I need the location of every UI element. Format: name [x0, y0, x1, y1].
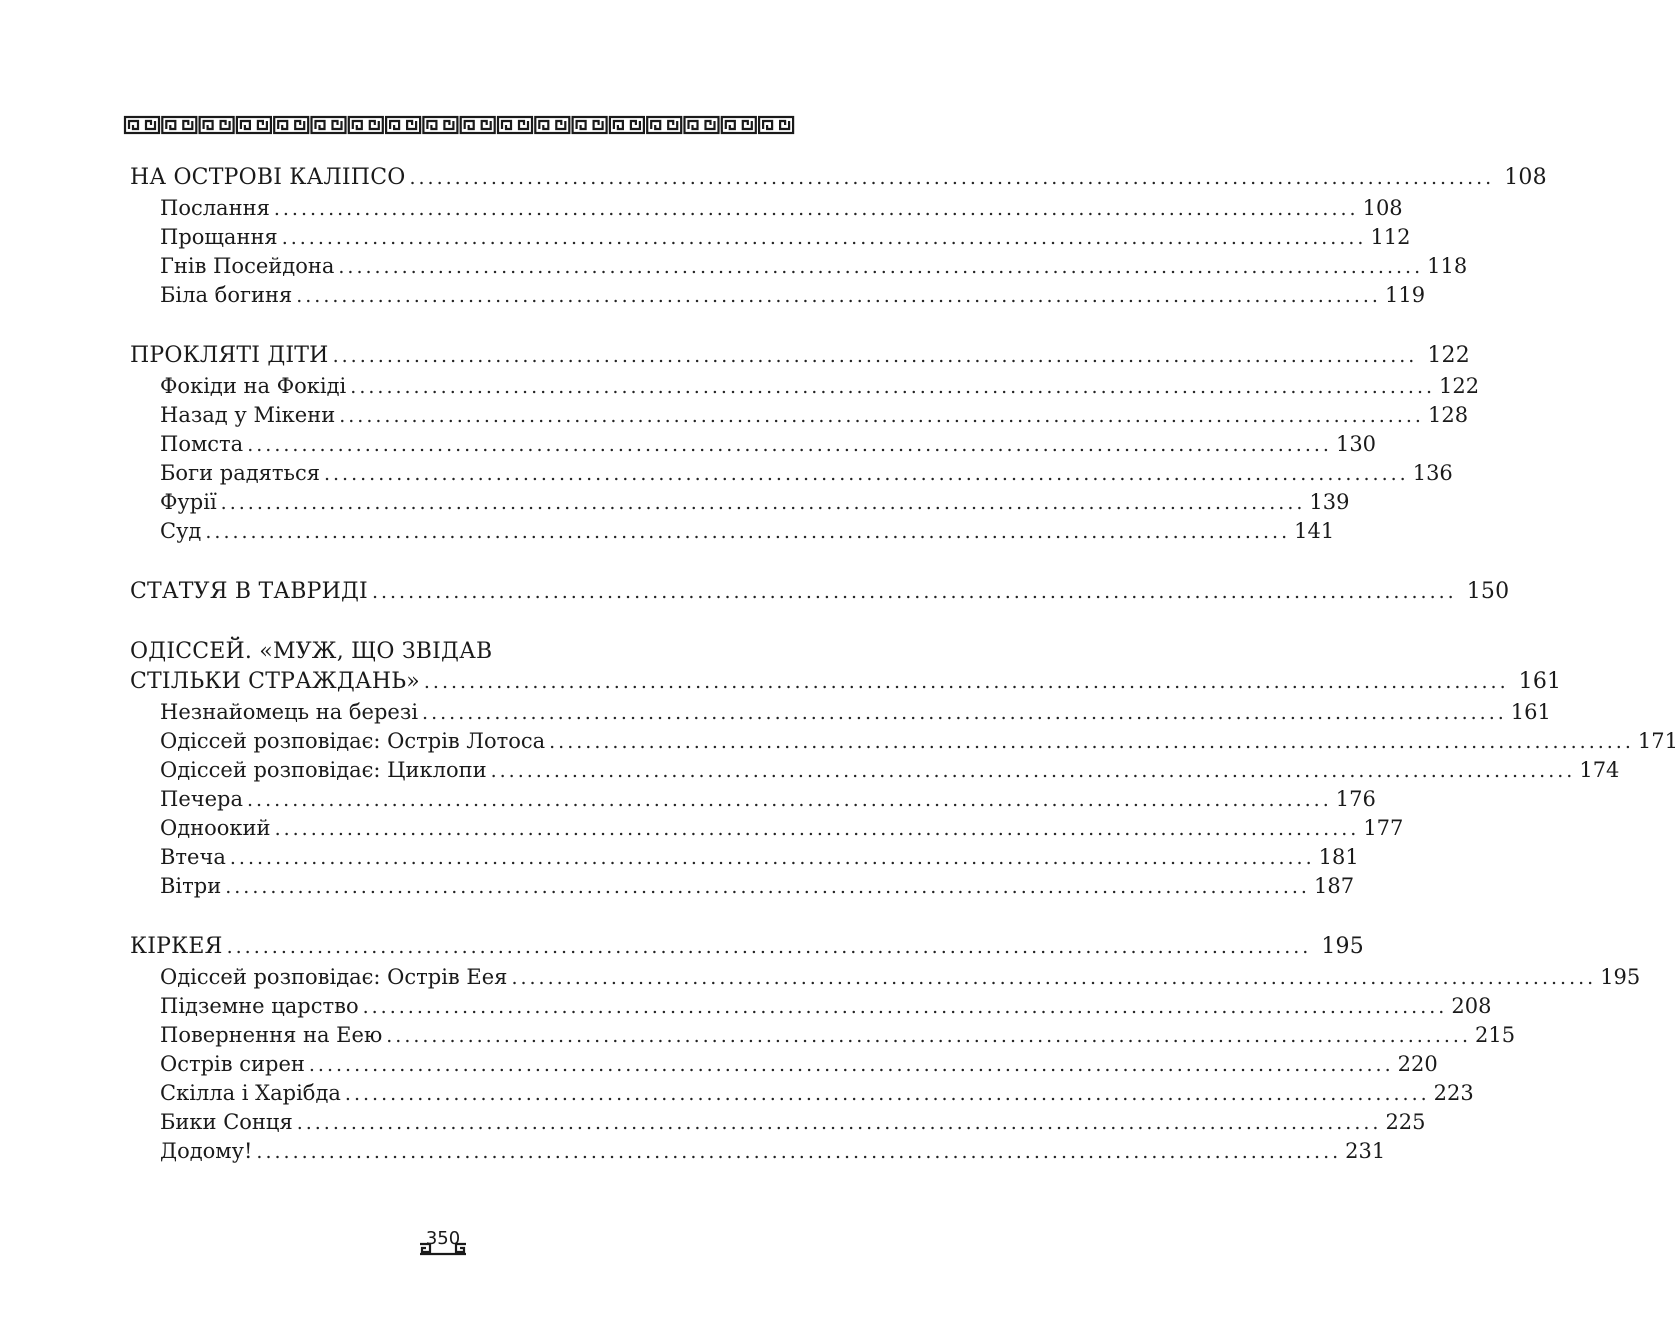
chapter-title: НА ОСТРОВІ КАЛІПСО [130, 165, 406, 190]
entry-title: Прощання [160, 225, 278, 249]
toc-chapter-entry[interactable]: ПРОКЛЯТІ ДІТИ ........................................................................................................................ 122 [130, 340, 792, 372]
chapter-title: КІРКЕЯ [130, 934, 223, 959]
entry-page: 231 [1345, 1139, 1386, 1163]
entry-page: 220 [1397, 1052, 1438, 1076]
entry-page: 139 [1309, 490, 1350, 514]
toc-section [130, 576, 1510, 608]
entry-title: Одіссей розповідає: Острів Лотоса [160, 729, 546, 753]
toc-subentry[interactable]: Печера ........................................................................................................................ 176 [130, 785, 792, 814]
entry-title: Фокіди на Фокіді [160, 374, 347, 398]
toc-subentry[interactable]: Повернення на Еею ........................................................................................................................ 215 [130, 1021, 792, 1050]
chapter-title: СТАТУЯ В ТАВРИДІ [130, 579, 368, 604]
toc-subentry[interactable]: Одіссей розповідає: Острів Еея ........................................................................................................................ 195 [130, 963, 792, 992]
entry-title: Незнайомець на березі [160, 700, 419, 724]
entry-page: 215 [1474, 1023, 1516, 1047]
chapter-page: 122 [1427, 343, 1470, 368]
toc-chapter-entry[interactable]: КІРКЕЯ ........................................................................................................................ 195 [130, 931, 792, 963]
entry-page: 122 [1439, 374, 1480, 398]
toc-subentry[interactable]: Острів сирен ........................................................................................................................ 220 [130, 1050, 792, 1079]
toc-subentry[interactable]: Боги радяться ........................................................................................................................ 136 [130, 459, 792, 488]
entry-page: 195 [1600, 965, 1641, 989]
toc-subentry[interactable]: Послання ........................................................................................................................ 108 [130, 194, 792, 223]
entry-page: 208 [1451, 994, 1492, 1018]
entry-title: Підземне царство [160, 994, 359, 1018]
toc-section [130, 340, 1480, 546]
chapter-page: 150 [1466, 579, 1510, 604]
entry-title: Скілла і Харібда [160, 1081, 341, 1105]
entry-page: 118 [1427, 254, 1468, 278]
entry-page: 176 [1335, 787, 1376, 811]
chapter-title-line1[interactable]: ОДІССЕЙ. «МУЖ, ЩО ЗВІДАВ [130, 639, 493, 664]
entry-title: Вітри [160, 874, 222, 898]
entry-title: Одноокий [160, 816, 271, 840]
toc-chapter-entry[interactable]: НА ОСТРОВІ КАЛІПСО ........................................................................................................................ 108 [130, 162, 792, 194]
entry-title: Боги радяться [160, 461, 320, 485]
entry-title: Одіссей розповідає: Острів Еея [160, 965, 508, 989]
toc-subentry[interactable]: Гнів Посейдона ........................................................................................................................ 118 [130, 252, 792, 281]
toc-subentry[interactable]: Назад у Мікени ........................................................................................................................ 128 [130, 401, 792, 430]
toc-section [130, 638, 1678, 901]
toc-subentry[interactable]: Фокіди на Фокіді ........................................................................................................................ 122 [130, 372, 792, 401]
entry-title: Втеча [160, 845, 226, 869]
entry-page: 161 [1510, 700, 1551, 724]
entry-page: 108 [1362, 196, 1403, 220]
toc-chapter-entry[interactable]: СТІЛЬКИ СТРАЖДАНЬ» ........................................................................................................................ 161 [130, 666, 792, 698]
entry-page: 119 [1384, 283, 1426, 307]
toc-subentry[interactable]: Скілла і Харібда ........................................................................................................................ 223 [130, 1079, 792, 1108]
chapter-page: 108 [1504, 165, 1547, 190]
entry-page: 141 [1294, 519, 1335, 543]
entry-page: 225 [1385, 1110, 1426, 1134]
toc-subentry[interactable]: Фурії ........................................................................................................................ 139 [130, 488, 792, 517]
toc-chapter-entry[interactable]: СТАТУЯ В ТАВРИДІ ........................................................................................................................ 150 [130, 576, 792, 608]
entry-page: 130 [1335, 432, 1377, 456]
chapter-page: 161 [1518, 669, 1562, 694]
greek-key-border-icon [124, 116, 796, 134]
entry-page: 177 [1363, 816, 1404, 840]
toc-subentry[interactable]: Біла богиня ........................................................................................................................ 119 [130, 281, 792, 310]
toc-subentry[interactable]: Суд ........................................................................................................................ 141 [130, 517, 792, 546]
entry-page: 128 [1427, 403, 1469, 427]
toc-subentry[interactable]: Прощання ........................................................................................................................ 112 [130, 223, 792, 252]
entry-page: 181 [1318, 845, 1359, 869]
entry-title: Помста [160, 432, 244, 456]
chapter-title: ПРОКЛЯТІ ДІТИ [130, 343, 329, 368]
entry-title: Суд [160, 519, 202, 543]
toc-subentry[interactable]: Підземне царство ........................................................................................................................ 208 [130, 992, 792, 1021]
chapter-page: 195 [1321, 934, 1364, 959]
entry-title: Додому! [160, 1139, 253, 1163]
entry-page: 136 [1412, 461, 1453, 485]
page-number: 350 [425, 1228, 461, 1249]
toc-subentry[interactable]: Незнайомець на березі ........................................................................................................................ 161 [130, 698, 792, 727]
entry-title: Біла богиня [160, 283, 293, 307]
entry-title: Послання [160, 196, 270, 220]
entry-title: Гнів Посейдона [160, 254, 335, 278]
toc-subentry[interactable]: Помста ........................................................................................................................ 130 [130, 430, 792, 459]
toc-section [130, 162, 1547, 310]
entry-title: Назад у Мікени [160, 403, 336, 427]
entry-title: Бики Сонця [160, 1110, 293, 1134]
toc-subentry[interactable]: Бики Сонця ........................................................................................................................ 225 [130, 1108, 792, 1137]
toc-subentry[interactable]: Додому! ........................................................................................................................ 231 [130, 1137, 792, 1166]
entry-title: Одіссей розповідає: Циклопи [160, 758, 487, 782]
entry-page: 112 [1370, 225, 1411, 249]
entry-page: 174 [1579, 758, 1620, 782]
toc-subentry[interactable]: Одноокий ........................................................................................................................ 177 [130, 814, 792, 843]
table-of-contents [130, 162, 1678, 1196]
entry-title: Острів сирен [160, 1052, 305, 1076]
entry-title: Фурії [160, 490, 217, 514]
entry-page: 171 [1637, 729, 1678, 753]
chapter-title: СТІЛЬКИ СТРАЖДАНЬ» [130, 669, 420, 694]
toc-subentry[interactable]: Одіссей розповідає: Острів Лотоса ........................................................................................................................ 171 [130, 727, 792, 756]
entry-title: Повернення на Еею [160, 1023, 383, 1047]
toc-section [130, 931, 1641, 1166]
toc-subentry[interactable]: Одіссей розповідає: Циклопи ........................................................................................................................ 174 [130, 756, 792, 785]
toc-subentry[interactable]: Втеча ........................................................................................................................ 181 [130, 843, 792, 872]
entry-title: Печера [160, 787, 244, 811]
entry-page: 187 [1313, 874, 1355, 898]
entry-page: 223 [1433, 1081, 1474, 1105]
toc-subentry[interactable]: Вітри ........................................................................................................................ 187 [130, 872, 792, 901]
page-footer [0, 1226, 886, 1258]
